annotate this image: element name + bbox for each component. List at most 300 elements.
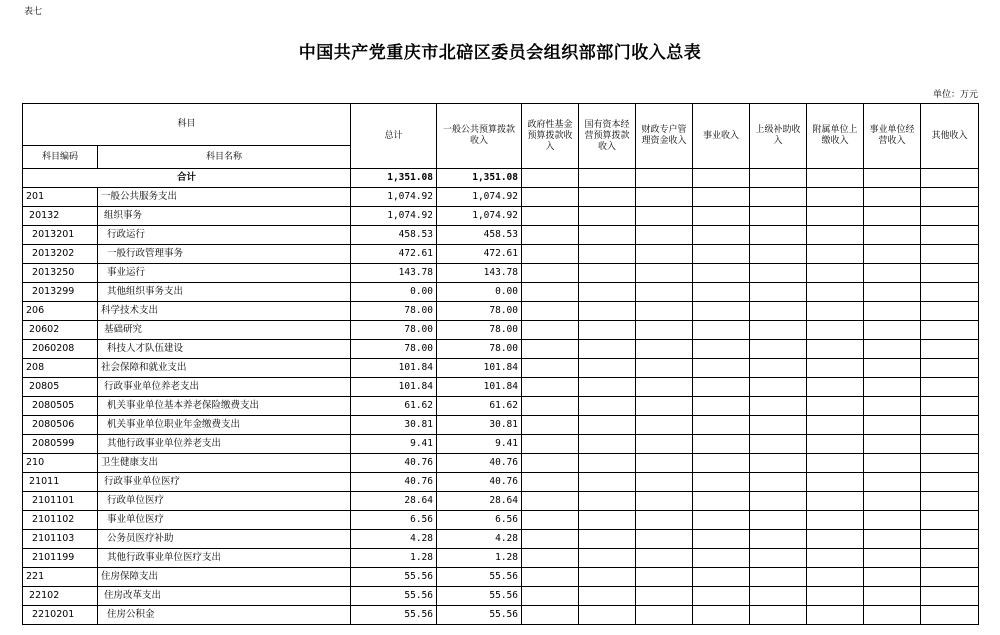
empty-cell: [579, 302, 636, 321]
header-fiscal-special: 财政专户管理资金收入: [636, 104, 693, 169]
empty-cell: [750, 359, 807, 378]
empty-cell: [693, 435, 750, 454]
row-total: 6.56: [351, 511, 437, 530]
table-row: [23, 473, 979, 492]
row-name: 机关事业单位职业年金缴费支出: [98, 416, 351, 435]
empty-cell: [579, 264, 636, 283]
empty-cell: [921, 587, 979, 606]
empty-cell: [807, 492, 864, 511]
empty-cell: [636, 435, 693, 454]
table-row: [23, 340, 979, 359]
empty-cell: [693, 416, 750, 435]
empty-cell: [750, 378, 807, 397]
table-row: [23, 321, 979, 340]
header-gov-fund: 政府性基金预算拨款收入: [522, 104, 579, 169]
empty-cell: [750, 302, 807, 321]
empty-cell: [921, 378, 979, 397]
empty-cell: [750, 606, 807, 625]
empty-cell: [522, 549, 579, 568]
row-general-budget: 472.61: [437, 245, 522, 264]
row-general-budget: 28.64: [437, 492, 522, 511]
empty-cell: [864, 435, 921, 454]
row-total: 1.28: [351, 549, 437, 568]
empty-cell: [579, 511, 636, 530]
row-name: 一般行政管理事务: [98, 245, 351, 264]
table-row: [23, 397, 979, 416]
empty-cell: [636, 473, 693, 492]
row-name: 事业单位医疗: [98, 511, 351, 530]
header-subject: 科目: [23, 104, 351, 146]
empty-cell: [636, 226, 693, 245]
empty-cell: [636, 188, 693, 207]
row-total: 78.00: [351, 302, 437, 321]
row-total: 1,074.92: [351, 188, 437, 207]
empty-cell: [636, 283, 693, 302]
row-code: 22102: [23, 587, 98, 606]
empty-cell: [864, 549, 921, 568]
row-name: 住房保障支出: [98, 568, 351, 587]
header-operating: 事业单位经营收入: [864, 104, 921, 169]
empty-cell: [522, 492, 579, 511]
empty-cell: [636, 359, 693, 378]
total-label: 合计: [23, 169, 351, 188]
empty-cell: [750, 188, 807, 207]
empty-cell: [522, 511, 579, 530]
empty-cell: [693, 283, 750, 302]
empty-cell: [750, 568, 807, 587]
header-upper-subsidy: 上级补助收入: [750, 104, 807, 169]
empty-cell: [579, 549, 636, 568]
empty-cell: [693, 397, 750, 416]
row-code: 2080599: [23, 435, 98, 454]
empty-cell: [750, 207, 807, 226]
empty-cell: [864, 473, 921, 492]
empty-cell: [750, 492, 807, 511]
empty-cell: [807, 473, 864, 492]
empty-cell: [636, 340, 693, 359]
empty-cell: [522, 302, 579, 321]
empty-cell: [807, 416, 864, 435]
empty-cell: [579, 207, 636, 226]
row-code: 208: [23, 359, 98, 378]
table-row: [23, 587, 979, 606]
empty-cell: [636, 416, 693, 435]
empty-cell: [693, 302, 750, 321]
empty-cell: [750, 530, 807, 549]
row-general-budget: 30.81: [437, 416, 522, 435]
empty-cell: [921, 416, 979, 435]
row-general-budget: 78.00: [437, 340, 522, 359]
empty-cell: [750, 264, 807, 283]
header-state-capital: 国有资本经营预算拨款收入: [579, 104, 636, 169]
table-row: [23, 606, 979, 625]
row-name: 一般公共服务支出: [98, 188, 351, 207]
row-code: 2210201: [23, 606, 98, 625]
row-code: 2101102: [23, 511, 98, 530]
empty-cell: [750, 321, 807, 340]
unit-label: 单位：万元: [932, 90, 978, 100]
row-total: 55.56: [351, 587, 437, 606]
row-code: 2101101: [23, 492, 98, 511]
empty-cell: [807, 340, 864, 359]
row-total: 55.56: [351, 606, 437, 625]
table-row: [23, 435, 979, 454]
empty-cell: [750, 245, 807, 264]
empty-cell: [864, 416, 921, 435]
empty-cell: [579, 473, 636, 492]
table-row: [23, 359, 979, 378]
empty-cell: [864, 587, 921, 606]
empty-cell: [807, 454, 864, 473]
row-name: 住房改革支出: [98, 587, 351, 606]
empty-cell: [750, 587, 807, 606]
empty-cell: [864, 245, 921, 264]
empty-cell: [693, 530, 750, 549]
empty-cell: [807, 549, 864, 568]
empty-cell: [522, 340, 579, 359]
row-general-budget: 61.62: [437, 397, 522, 416]
empty-cell: [636, 606, 693, 625]
row-code: 2013202: [23, 245, 98, 264]
empty-cell: [522, 359, 579, 378]
table-row: [23, 264, 979, 283]
row-general-budget: 1,074.92: [437, 207, 522, 226]
empty-cell: [579, 359, 636, 378]
table-row: [23, 188, 979, 207]
empty-cell: [636, 492, 693, 511]
empty-cell: [864, 302, 921, 321]
empty-cell: [579, 283, 636, 302]
empty-cell: [522, 435, 579, 454]
row-total: 78.00: [351, 321, 437, 340]
row-name: 其他行政事业单位医疗支出: [98, 549, 351, 568]
empty-cell: [579, 606, 636, 625]
row-code: 21011: [23, 473, 98, 492]
row-total: 101.84: [351, 359, 437, 378]
row-general-budget: 0.00: [437, 283, 522, 302]
row-total: 472.61: [351, 245, 437, 264]
header-code: 科目编码: [23, 146, 98, 169]
row-general-budget: 1.28: [437, 549, 522, 568]
table-row: [23, 378, 979, 397]
row-general-budget: 40.76: [437, 473, 522, 492]
empty-cell: [864, 378, 921, 397]
empty-cell: [636, 530, 693, 549]
empty-cell: [864, 454, 921, 473]
row-general-budget: 78.00: [437, 321, 522, 340]
empty-cell: [636, 568, 693, 587]
empty-cell: [750, 511, 807, 530]
empty-cell: [693, 226, 750, 245]
empty-cell: [522, 606, 579, 625]
empty-cell: [750, 283, 807, 302]
row-name: 住房公积金: [98, 606, 351, 625]
empty-cell: [579, 321, 636, 340]
header-other: 其他收入: [921, 104, 979, 169]
header-business: 事业收入: [693, 104, 750, 169]
empty-cell: [693, 378, 750, 397]
empty-cell: [693, 568, 750, 587]
empty-cell: [579, 530, 636, 549]
empty-cell: [579, 587, 636, 606]
empty-cell: [579, 416, 636, 435]
empty-cell: [636, 264, 693, 283]
empty-cell: [522, 188, 579, 207]
row-total: 9.41: [351, 435, 437, 454]
empty-cell: [750, 435, 807, 454]
header-name: 科目名称: [98, 146, 351, 169]
empty-cell: [693, 245, 750, 264]
empty-cell: [522, 245, 579, 264]
empty-cell: [750, 473, 807, 492]
row-name: 卫生健康支出: [98, 454, 351, 473]
empty-cell: [750, 416, 807, 435]
empty-cell: [807, 530, 864, 549]
empty-cell: [636, 378, 693, 397]
empty-cell: [807, 435, 864, 454]
empty-cell: [807, 207, 864, 226]
empty-cell: [807, 378, 864, 397]
empty-cell: [522, 207, 579, 226]
empty-cell: [693, 188, 750, 207]
empty-cell: [693, 264, 750, 283]
table-row: [23, 511, 979, 530]
empty-cell: [693, 454, 750, 473]
row-general-budget: 55.56: [437, 587, 522, 606]
empty-cell: [921, 435, 979, 454]
total-row: [23, 169, 979, 188]
empty-cell: [921, 302, 979, 321]
empty-cell: [807, 606, 864, 625]
income-summary-table: [22, 103, 979, 625]
row-total: 0.00: [351, 283, 437, 302]
row-total: 1,074.92: [351, 207, 437, 226]
row-code: 221: [23, 568, 98, 587]
table-number: 表七: [24, 7, 43, 17]
empty-cell: [807, 302, 864, 321]
empty-cell: [522, 378, 579, 397]
row-name: 行政运行: [98, 226, 351, 245]
table-row: [23, 454, 979, 473]
empty-cell: [864, 511, 921, 530]
row-total: 4.28: [351, 530, 437, 549]
empty-cell: [579, 245, 636, 264]
row-total: 458.53: [351, 226, 437, 245]
row-name: 科技人才队伍建设: [98, 340, 351, 359]
row-name: 社会保障和就业支出: [98, 359, 351, 378]
empty-cell: [693, 340, 750, 359]
table-row: [23, 549, 979, 568]
empty-cell: [864, 207, 921, 226]
empty-cell: [807, 397, 864, 416]
row-name: 行政事业单位医疗: [98, 473, 351, 492]
empty-cell: [579, 397, 636, 416]
empty-cell: [693, 549, 750, 568]
row-code: 206: [23, 302, 98, 321]
empty-cell: [864, 321, 921, 340]
total-general-amount: 1,351.08: [437, 169, 522, 188]
empty-cell: [693, 606, 750, 625]
empty-cell: [693, 587, 750, 606]
empty-cell: [750, 340, 807, 359]
empty-cell: [807, 283, 864, 302]
table-row: [23, 245, 979, 264]
empty-cell: [750, 549, 807, 568]
row-name: 科学技术支出: [98, 302, 351, 321]
row-name: 事业运行: [98, 264, 351, 283]
row-total: 101.84: [351, 378, 437, 397]
row-general-budget: 6.56: [437, 511, 522, 530]
empty-cell: [921, 511, 979, 530]
empty-cell: [750, 454, 807, 473]
empty-cell: [636, 397, 693, 416]
row-code: 20132: [23, 207, 98, 226]
empty-cell: [636, 207, 693, 226]
empty-cell: [807, 226, 864, 245]
empty-cell: [921, 283, 979, 302]
row-total: 40.76: [351, 454, 437, 473]
empty-cell: [921, 321, 979, 340]
empty-cell: [864, 492, 921, 511]
row-code: 210: [23, 454, 98, 473]
table-row: [23, 416, 979, 435]
empty-cell: [864, 359, 921, 378]
empty-cell: [693, 207, 750, 226]
row-name: 其他行政事业单位养老支出: [98, 435, 351, 454]
empty-cell: [579, 188, 636, 207]
row-code: 2080505: [23, 397, 98, 416]
empty-cell: [522, 264, 579, 283]
empty-cell: [750, 226, 807, 245]
empty-cell: [807, 568, 864, 587]
empty-cell: [579, 568, 636, 587]
empty-cell: [921, 264, 979, 283]
empty-cell: [864, 226, 921, 245]
empty-cell: [807, 188, 864, 207]
empty-cell: [921, 454, 979, 473]
table-row: [23, 530, 979, 549]
empty-cell: [864, 283, 921, 302]
row-total: 55.56: [351, 568, 437, 587]
row-general-budget: 101.84: [437, 378, 522, 397]
empty-cell: [636, 454, 693, 473]
row-code: 20805: [23, 378, 98, 397]
row-code: 2013201: [23, 226, 98, 245]
row-name: 行政事业单位养老支出: [98, 378, 351, 397]
row-general-budget: 78.00: [437, 302, 522, 321]
empty-cell: [693, 321, 750, 340]
row-general-budget: 9.41: [437, 435, 522, 454]
row-general-budget: 101.84: [437, 359, 522, 378]
row-name: 组织事务: [98, 207, 351, 226]
row-total: 28.64: [351, 492, 437, 511]
row-name: 机关事业单位基本养老保险缴费支出: [98, 397, 351, 416]
empty-cell: [579, 378, 636, 397]
row-total: 40.76: [351, 473, 437, 492]
table-row: [23, 207, 979, 226]
empty-cell: [921, 340, 979, 359]
row-name: 行政单位医疗: [98, 492, 351, 511]
empty-cell: [864, 530, 921, 549]
empty-cell: [636, 587, 693, 606]
empty-cell: [693, 492, 750, 511]
empty-cell: [921, 473, 979, 492]
empty-cell: [693, 359, 750, 378]
empty-cell: [807, 245, 864, 264]
empty-cell: [636, 245, 693, 264]
empty-cell: [864, 264, 921, 283]
header-affiliated: 附属单位上缴收入: [807, 104, 864, 169]
empty-cell: [921, 492, 979, 511]
empty-cell: [921, 606, 979, 625]
table-row: [23, 302, 979, 321]
empty-cell: [693, 473, 750, 492]
page-title: 中国共产党重庆市北碚区委员会组织部部门收入总表: [298, 43, 702, 63]
empty-cell: [522, 226, 579, 245]
empty-cell: [864, 188, 921, 207]
row-general-budget: 55.56: [437, 568, 522, 587]
empty-cell: [921, 207, 979, 226]
table-row: [23, 226, 979, 245]
table-row: [23, 492, 979, 511]
empty-cell: [522, 587, 579, 606]
row-code: 201: [23, 188, 98, 207]
total-amount: 1,351.08: [351, 169, 437, 188]
empty-cell: [921, 397, 979, 416]
row-code: 2013299: [23, 283, 98, 302]
row-general-budget: 4.28: [437, 530, 522, 549]
row-code: 2101103: [23, 530, 98, 549]
empty-cell: [921, 188, 979, 207]
empty-cell: [807, 587, 864, 606]
empty-cell: [636, 511, 693, 530]
empty-cell: [522, 530, 579, 549]
empty-cell: [807, 321, 864, 340]
empty-cell: [522, 473, 579, 492]
empty-cell: [522, 321, 579, 340]
row-code: 2060208: [23, 340, 98, 359]
row-code: 20602: [23, 321, 98, 340]
empty-cell: [693, 511, 750, 530]
empty-cell: [579, 454, 636, 473]
empty-cell: [522, 397, 579, 416]
table-row: [23, 283, 979, 302]
empty-cell: [636, 549, 693, 568]
row-total: 61.62: [351, 397, 437, 416]
empty-cell: [921, 359, 979, 378]
empty-cell: [522, 454, 579, 473]
empty-cell: [579, 435, 636, 454]
table-row: [23, 568, 979, 587]
empty-cell: [921, 549, 979, 568]
empty-cell: [921, 568, 979, 587]
empty-cell: [522, 416, 579, 435]
row-total: 30.81: [351, 416, 437, 435]
empty-cell: [750, 397, 807, 416]
row-code: 2101199: [23, 549, 98, 568]
empty-cell: [807, 264, 864, 283]
row-name: 其他组织事务支出: [98, 283, 351, 302]
empty-cell: [921, 530, 979, 549]
empty-cell: [579, 492, 636, 511]
row-general-budget: 143.78: [437, 264, 522, 283]
empty-cell: [807, 511, 864, 530]
empty-cell: [636, 302, 693, 321]
empty-cell: [921, 245, 979, 264]
empty-cell: [807, 359, 864, 378]
row-name: 公务员医疗补助: [98, 530, 351, 549]
row-name: 基础研究: [98, 321, 351, 340]
